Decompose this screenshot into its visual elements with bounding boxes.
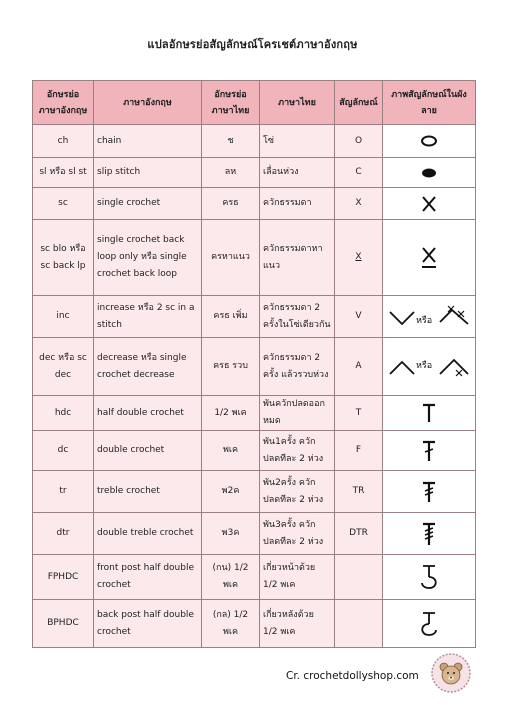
filled-oval-icon <box>414 165 444 181</box>
shop-logo <box>430 652 472 698</box>
cell-english: double crochet <box>94 431 202 471</box>
cell-english: front post half double crochet <box>94 555 202 600</box>
table-row <box>33 188 476 220</box>
cell-thai-abbr: ครธ เพิ่ม <box>202 296 260 338</box>
cell-thai: พัน1ครั้ง ควักปลดทีละ 2 ห่วง <box>260 431 335 471</box>
header-thai: ภาษาไทย <box>260 81 335 125</box>
cell-chart-symbol <box>383 555 476 600</box>
cell-abbr: BPHDC <box>33 600 94 648</box>
cell-abbr: sl หรือ sl st <box>33 158 94 188</box>
cell-symbol: C <box>335 158 383 188</box>
table-row <box>33 431 476 471</box>
cell-thai-abbr: พ3ค <box>202 513 260 555</box>
cell-thai-abbr: ลห <box>202 158 260 188</box>
cell-abbr: hdc <box>33 396 94 431</box>
table-row <box>33 338 476 396</box>
cell-thai: เกี่ยวหน้าด้วย 1/2 พเค <box>260 555 335 600</box>
header-english: ภาษาอังกฤษ <box>94 81 202 125</box>
header-abbr-en: อักษรย่อภาษาอังกฤษ <box>33 81 94 125</box>
cell-abbr: dec หรือ sc dec <box>33 338 94 396</box>
x-cross-icon <box>414 194 444 214</box>
credit-text: Cr. crochetdollyshop.com <box>286 670 419 682</box>
cell-thai: ควักธรรมดาหาแนว <box>260 220 335 296</box>
cell-abbr: ch <box>33 125 94 158</box>
cell-thai-abbr: (กน) 1/2 พเค <box>202 555 260 600</box>
cell-chart-symbol <box>383 600 476 648</box>
cell-thai: พัน3ครั้ง ควักปลดทีละ 2 ห่วง <box>260 513 335 555</box>
cell-thai: พัน2ครั้ง ควักปลดทีละ 2 ห่วง <box>260 471 335 513</box>
table-row <box>33 125 476 158</box>
back-post-icon <box>414 610 444 638</box>
cell-thai-abbr: ครธ รวบ <box>202 338 260 396</box>
cell-abbr: dtr <box>33 513 94 555</box>
cell-thai-abbr: (กล) 1/2 พเค <box>202 600 260 648</box>
icon-or-label: หรือ <box>416 315 433 326</box>
cell-chart-symbol <box>383 188 476 220</box>
cell-symbol: X <box>335 220 383 296</box>
cell-english: single crochet back loop only หรือ single crochet back loop <box>94 220 202 296</box>
table-row <box>33 396 476 431</box>
cell-english: treble crochet <box>94 471 202 513</box>
t-stitch-icon <box>414 402 444 424</box>
cell-thai-abbr: พ2ค <box>202 471 260 513</box>
cell-symbol: DTR <box>335 513 383 555</box>
cell-english: slip stitch <box>94 158 202 188</box>
cell-english: single crochet <box>94 188 202 220</box>
icon-or-label: หรือ <box>416 360 433 371</box>
table-row <box>33 220 476 296</box>
double-treble-crochet-icon <box>414 521 444 547</box>
cell-chart-symbol <box>383 471 476 513</box>
cell-chart-symbol <box>383 220 476 296</box>
cell-symbol: X <box>335 188 383 220</box>
cell-abbr: inc <box>33 296 94 338</box>
cell-symbol <box>335 600 383 648</box>
cell-thai: โซ่ <box>260 125 335 158</box>
cell-abbr: tr <box>33 471 94 513</box>
cell-thai: พันควักปลดออกหมด <box>260 396 335 431</box>
teddy-bear-logo-icon <box>430 652 472 694</box>
double-crochet-icon <box>414 439 444 463</box>
cell-symbol: T <box>335 396 383 431</box>
cell-english: chain <box>94 125 202 158</box>
cell-symbol: A <box>335 338 383 396</box>
table-row <box>33 600 476 648</box>
cell-thai: ควักธรรมดา 2 ครั้งในโซ่เดียวกัน <box>260 296 335 338</box>
cell-thai: เกี่ยวหลังด้วย 1/2 พเค <box>260 600 335 648</box>
cell-abbr: FPHDC <box>33 555 94 600</box>
table-row <box>33 513 476 555</box>
cell-abbr: dc <box>33 431 94 471</box>
table-row <box>33 555 476 600</box>
cell-chart-symbol <box>383 431 476 471</box>
cell-english: back post half double crochet <box>94 600 202 648</box>
header-symbol: สัญลักษณ์ <box>335 81 383 125</box>
treble-crochet-icon <box>414 480 444 504</box>
cell-chart-symbol <box>383 513 476 555</box>
x-underlined-icon <box>414 246 444 270</box>
cell-chart-symbol <box>383 296 476 338</box>
cell-thai-abbr: 1/2 พเค <box>202 396 260 431</box>
cell-english: double treble crochet <box>94 513 202 555</box>
decrease-a-icon <box>386 352 474 382</box>
cell-thai-abbr: ช <box>202 125 260 158</box>
cell-symbol: V <box>335 296 383 338</box>
increase-v-icon <box>386 302 474 332</box>
cell-english: half double crochet <box>94 396 202 431</box>
table-row <box>33 158 476 188</box>
cell-english: increase หรือ 2 sc in a stitch <box>94 296 202 338</box>
cell-symbol: F <box>335 431 383 471</box>
cell-chart-symbol <box>383 158 476 188</box>
table-header-row <box>33 81 476 125</box>
cell-thai-abbr: ครธ <box>202 188 260 220</box>
cell-thai-abbr: ครหาแนว <box>202 220 260 296</box>
cell-symbol: TR <box>335 471 383 513</box>
cell-thai: เลื่อนห่วง <box>260 158 335 188</box>
header-chart-symbol: ภาพสัญลักษณ์ในผังลาย <box>383 81 476 125</box>
chain-oval-icon <box>414 133 444 149</box>
cell-chart-symbol <box>383 396 476 431</box>
symbol-table <box>32 80 476 648</box>
cell-thai: ควักธรรมดา <box>260 188 335 220</box>
front-post-icon <box>414 563 444 591</box>
cell-thai: ควักธรรมดา 2 ครั้ง แล้วรวบห่วง <box>260 338 335 396</box>
cell-abbr: sc <box>33 188 94 220</box>
cell-chart-symbol <box>383 125 476 158</box>
cell-symbol <box>335 555 383 600</box>
cell-thai-abbr: พเค <box>202 431 260 471</box>
cell-abbr: sc blo หรือ sc back lp <box>33 220 94 296</box>
cell-symbol: O <box>335 125 383 158</box>
table-row <box>33 471 476 513</box>
cell-chart-symbol <box>383 338 476 396</box>
table-row <box>33 296 476 338</box>
header-abbr-th: อักษรย่อภาษาไทย <box>202 81 260 125</box>
cell-english: decrease หรือ single crochet decrease <box>94 338 202 396</box>
page-title: แปลอักษรย่อสัญลักษณ์โครเชต์ภาษาอังกฤษ <box>147 38 358 51</box>
